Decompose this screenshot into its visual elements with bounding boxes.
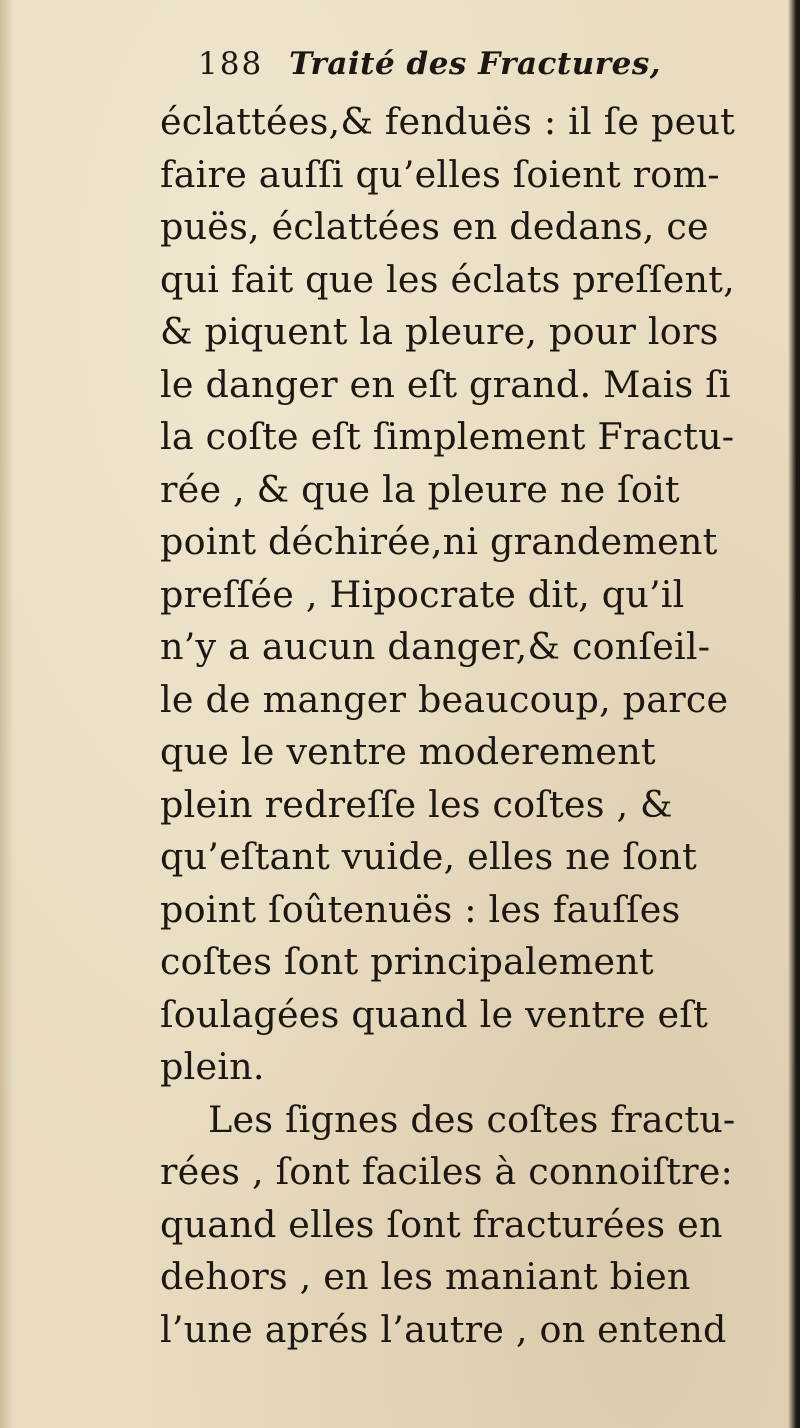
text-line: faire auſſi qu’elles ſoient rom-: [160, 152, 720, 196]
running-title: Traité des Fractures,: [289, 46, 662, 82]
text-line: & piquent la pleure, pour lors: [160, 310, 719, 353]
text-line: qu’eſtant vuide, elles ne ſont: [160, 835, 698, 878]
text-line: point déchirée,ni grandement: [160, 520, 718, 563]
text-line: coſtes ſont principalement: [160, 940, 654, 983]
page-number: 188: [198, 46, 264, 82]
text-line: ſoulagées quand le ventre eſt: [160, 992, 708, 1036]
text-line: puës, éclattées en dedans, ce: [160, 205, 709, 248]
running-head: [198, 46, 661, 94]
text-line: que le ventre moderement: [160, 730, 656, 773]
text-line: le de manger beaucoup, parce: [160, 677, 729, 721]
text-line: preſſée , Hipocrate dit, qu’il: [160, 572, 685, 616]
text-line: plein redreſſe les coſtes , &: [160, 782, 673, 826]
text-line: plein.: [160, 1045, 265, 1088]
paragraph-start-line: Les ſignes des coſtes fractu-: [208, 1097, 736, 1141]
text-line: la coſte eſt ſimplement Fractu-: [160, 415, 735, 458]
text-line: dehors , en les maniant bien: [160, 1255, 691, 1298]
text-line: qui fait que les éclats preſſent,: [160, 257, 735, 301]
text-line: rée , & que la pleure ne ſoit: [160, 467, 680, 511]
text-line: rées , ſont faciles à connoiſtre:: [160, 1150, 734, 1193]
page-gutter-shadow: [0, 0, 14, 1428]
text-line: l’une aprés l’autre , on entend: [160, 1307, 727, 1351]
text-line: le danger en eſt grand. Mais ſi: [160, 362, 731, 406]
body-text: [160, 96, 740, 1356]
text-line: éclattées,& fenduës : il ſe peut: [160, 100, 735, 143]
page-edge-shadow: [788, 0, 800, 1428]
text-line: n’y a aucun danger,& conſeil-: [160, 625, 711, 668]
text-line: quand elles ſont fracturées en: [160, 1202, 723, 1246]
text-line: point ſoûtenuës : les fauſſes: [160, 887, 681, 931]
